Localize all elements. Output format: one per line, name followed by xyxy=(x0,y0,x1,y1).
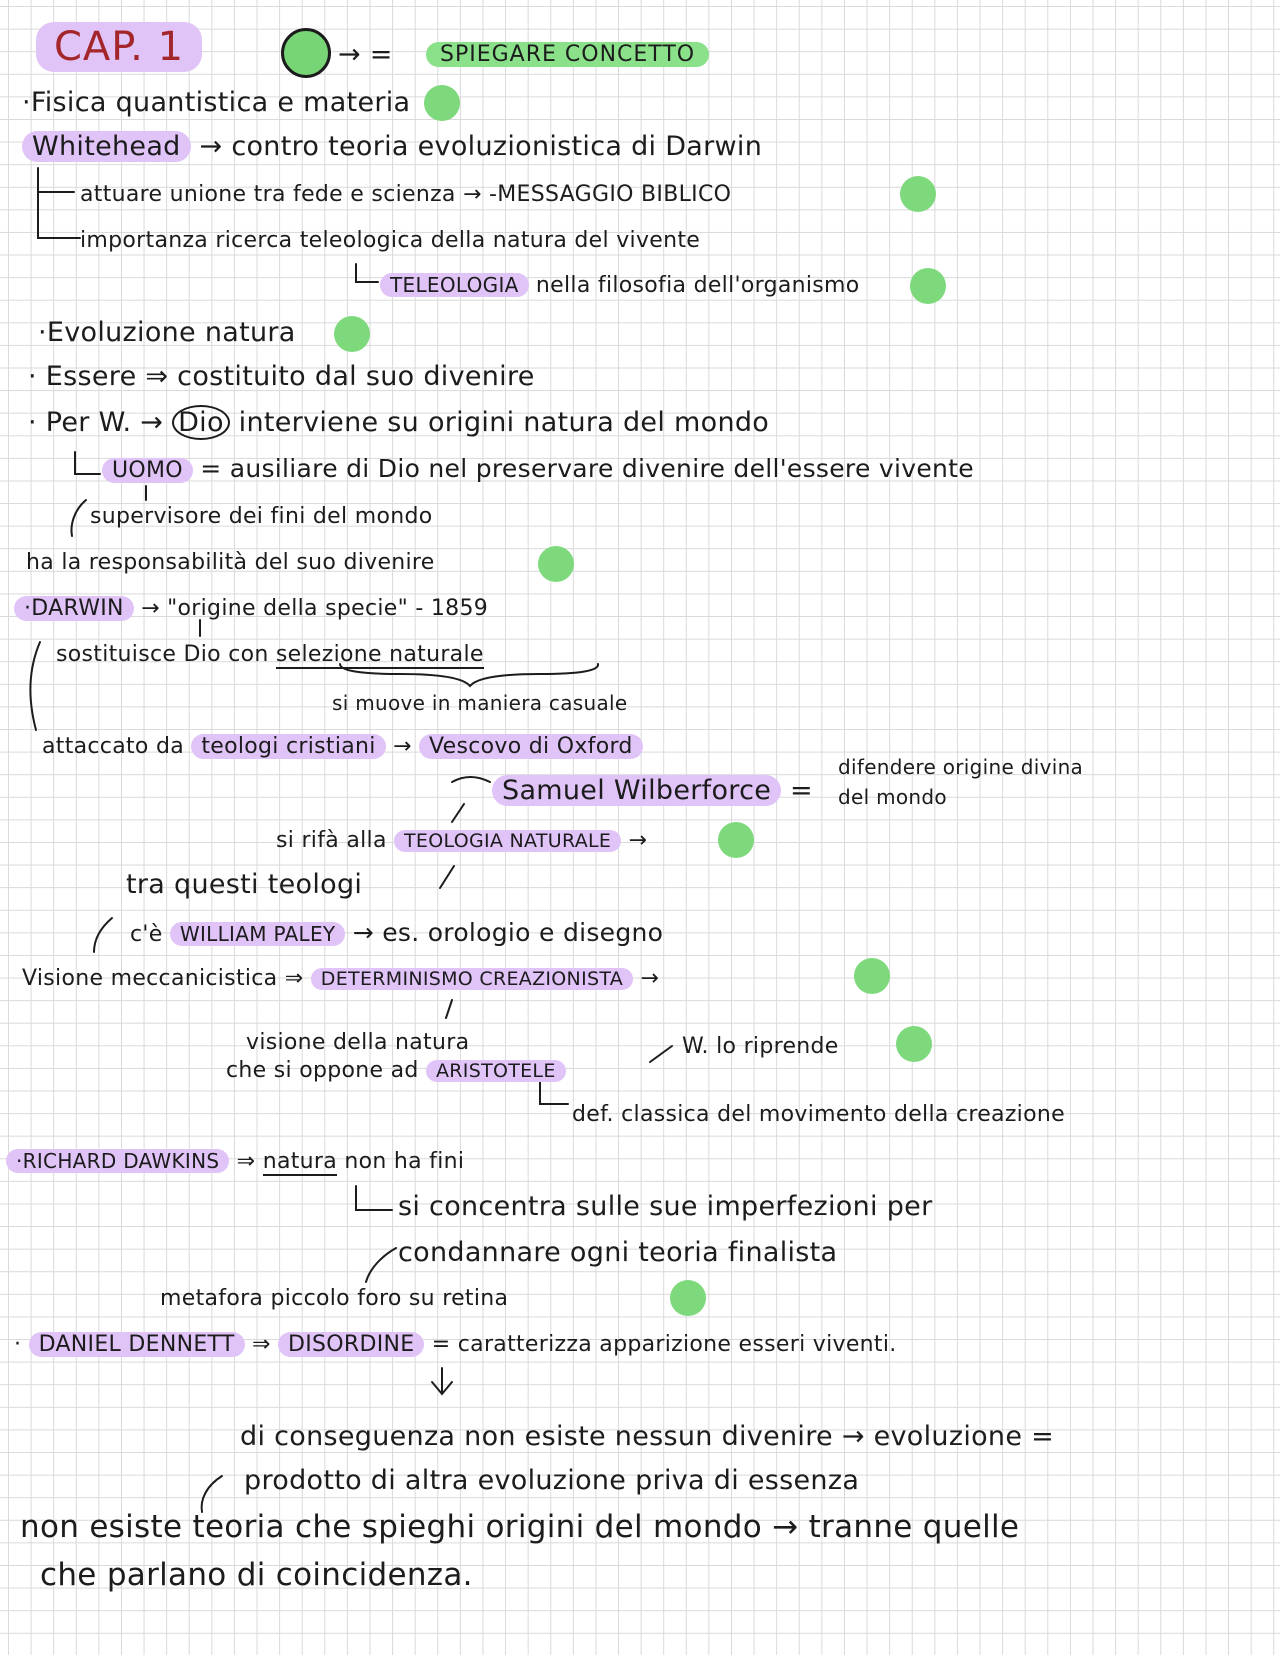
green-dot xyxy=(910,268,946,304)
connector-conseguenza xyxy=(202,1476,222,1512)
vescovo-highlight: Vescovo di Oxford xyxy=(419,734,643,759)
dawkins-highlight: ·RICHARD DAWKINS xyxy=(6,1149,229,1173)
legend-label: SPIEGARE CONCETTO xyxy=(426,38,709,72)
line-per-w: · Per W. → Dio interviene su origini natura del mondo xyxy=(28,407,770,438)
line-darwin: ·DARWIN → "origine della specie" - 1859 xyxy=(14,592,488,626)
connector-determinismo-down xyxy=(446,1000,452,1018)
line-prodotto: prodotto di altra evoluzione priva di essenza xyxy=(244,1465,860,1496)
line-imperfezioni: si concentra sulle sue imperfezioni per xyxy=(398,1191,933,1222)
green-dot xyxy=(896,1026,932,1062)
green-dot xyxy=(538,546,574,582)
connector-supervisore xyxy=(72,500,86,536)
green-dot xyxy=(718,822,754,858)
connector-teologi-arrow xyxy=(440,866,454,888)
line-dawkins: ·RICHARD DAWKINS ⇒ natura non ha fini xyxy=(6,1144,464,1179)
connector-dawkins xyxy=(356,1186,392,1210)
line-uomo: UOMO = ausiliare di Dio nel preservare divenire dell'essere vivente xyxy=(102,452,974,488)
aristotele-highlight: ARISTOTELE xyxy=(426,1060,566,1082)
line-condannare: condannare ogni teoria finalista xyxy=(398,1237,838,1268)
connector-paley xyxy=(94,918,112,952)
connector-samuel-down xyxy=(452,804,464,822)
line-non-esiste: non esiste teoria che spieghi origini del mondo → tranne quelle xyxy=(20,1509,1020,1545)
line-sostituisce: sostituisce Dio con selezione naturale xyxy=(56,642,484,667)
connector-samuel xyxy=(452,777,490,782)
line-visione-natura: visione della natura xyxy=(246,1030,470,1055)
green-dot xyxy=(854,958,890,994)
selezione-underlined: selezione naturale xyxy=(275,642,484,667)
whitehead-highlight: Whitehead xyxy=(22,131,191,162)
darwin-highlight: ·DARWIN xyxy=(14,596,134,621)
line-teleologia: TELEOLOGIA nella filosofia dell'organismo xyxy=(380,268,860,303)
line-paley: c'è WILLIAM PALEY → es. orologio e disegno xyxy=(130,918,664,947)
note-w-riprende: W. lo riprende xyxy=(682,1034,839,1059)
line-conseguenza: di conseguenza non esiste nessun divenire → evoluzione = xyxy=(240,1421,1055,1452)
line-essere: · Essere ⇒ costituito dal suo divenire xyxy=(28,361,535,392)
legend-green-circle xyxy=(281,28,331,78)
line-responsabilita: ha la responsabilità del suo divenire xyxy=(26,550,435,575)
dennett-highlight: DANIEL DENNETT xyxy=(29,1332,245,1357)
green-dot xyxy=(424,85,460,121)
connector-uomo xyxy=(75,452,100,474)
line-aristotele: che si oppone ad ARISTOTELE xyxy=(226,1054,566,1088)
line-casuale: si muove in maniera casuale xyxy=(332,691,628,715)
line-fisica: ·Fisica quantistica e materia xyxy=(22,87,411,118)
line-attaccato: attaccato da teologi cristiani → Vescovo di Oxford xyxy=(42,730,643,764)
line-dennett: · DANIEL DENNETT ⇒ DISORDINE = caratterizza apparizione esseri viventi. xyxy=(14,1332,897,1357)
chapter-title: CAP. 1 xyxy=(36,30,202,64)
connector-metafora xyxy=(366,1248,396,1282)
line-samuel: Samuel Wilberforce = xyxy=(492,774,813,808)
teologi-highlight: teologi cristiani xyxy=(191,734,385,759)
natura-underlined: natura xyxy=(262,1149,338,1174)
paley-highlight: WILLIAM PALEY xyxy=(170,922,346,946)
connector-teleologia xyxy=(356,264,378,282)
uomo-highlight: UOMO xyxy=(102,458,193,483)
disordine-highlight: DISORDINE xyxy=(278,1332,424,1357)
connector-whitehead-1 xyxy=(38,168,74,192)
line-teleologica: importanza ricerca teleologica della natura del vivente xyxy=(80,228,701,253)
line-supervisore: supervisore dei fini del mondo xyxy=(90,504,433,529)
connector-aristotele-up xyxy=(650,1046,672,1062)
connector-dennett-down xyxy=(432,1368,452,1394)
connector-darwin xyxy=(30,642,40,730)
line-fede-scienza: attuare unione tra fede e scienza → -MESSAGGIO BIBLICO xyxy=(80,182,732,207)
teologia-naturale-highlight: TEOLOGIA NATURALE xyxy=(394,830,621,852)
teleologia-highlight: TELEOLOGIA xyxy=(380,273,529,297)
note-difendere-2: del mondo xyxy=(838,785,947,809)
green-dot xyxy=(334,316,370,352)
note-difendere-1: difendere origine divina xyxy=(838,755,1084,779)
line-coincidenza: che parlano di coincidenza. xyxy=(40,1557,473,1593)
line-whitehead: Whitehead → contro teoria evoluzionistica di Darwin xyxy=(22,130,762,164)
legend-arrow: → = xyxy=(338,39,393,70)
line-def-classica: def. classica del movimento della creazione xyxy=(572,1102,1065,1127)
green-dot xyxy=(670,1280,706,1316)
line-visione-meccanicistica: Visione meccanicistica ⇒ DETERMINISMO CREAZIONISTA → xyxy=(22,966,660,991)
dio-circled: Dio xyxy=(172,405,230,440)
line-tra-questi: tra questi teologi xyxy=(126,869,363,900)
line-teologia-naturale: si rifà alla TEOLOGIA NATURALE → xyxy=(276,828,648,853)
green-dot xyxy=(900,176,936,212)
determinismo-highlight: DETERMINISMO CREAZIONISTA xyxy=(311,968,633,990)
line-evoluzione: ·Evoluzione natura xyxy=(38,317,296,348)
line-metafora: metafora piccolo foro su retina xyxy=(160,1286,509,1311)
samuel-highlight: Samuel Wilberforce xyxy=(492,775,781,806)
connector-whitehead-2 xyxy=(38,192,80,238)
